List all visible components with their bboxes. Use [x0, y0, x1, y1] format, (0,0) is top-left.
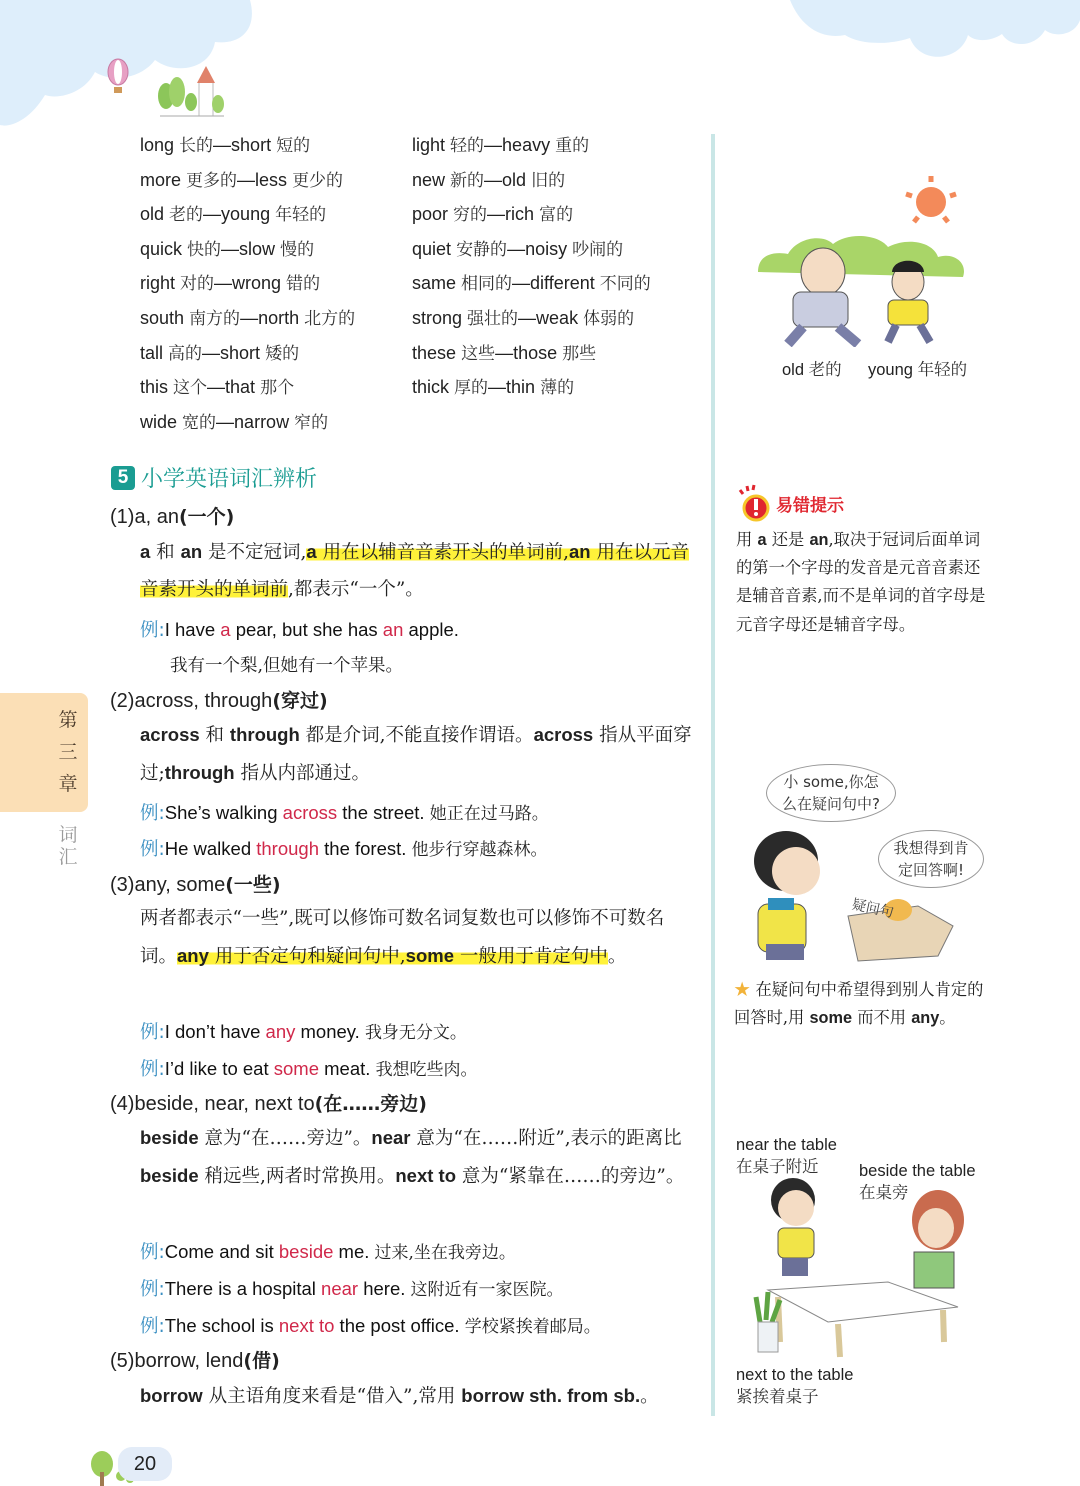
vocab-pair: quiet 安静的—noisy 吵闹的 — [412, 238, 624, 260]
vocab-pair: strong 强壮的—weak 体弱的 — [412, 307, 635, 329]
example-sentence: 例:She’s walking across the street. 她正在过马路。 — [140, 802, 549, 824]
tip-header — [734, 484, 844, 522]
example-sentence: 例:I don’t have any money. 我身无分文。 — [140, 1021, 467, 1043]
example-sentence: 例:I’d like to eat some meat. 我想吃些肉。 — [140, 1058, 478, 1080]
highlighted-text: a 用在以辅音音素开头的单词前,an 用在以元音音素开头的单词前 — [140, 541, 689, 600]
caption-next-to-table: next to the table 紧挨着桌子 — [736, 1366, 854, 1406]
vocab-pair: south 南方的—north 北方的 — [140, 307, 356, 329]
page-number: 20 — [118, 1447, 172, 1481]
warning-exclamation-icon — [734, 484, 772, 522]
item-explanation-5: borrow 从主语角度来看是“借入”,常用 borrow sth. from sb.。 — [140, 1385, 659, 1407]
example-sentence: 例:Come and sit beside me. 过来,坐在我旁边。 — [140, 1241, 516, 1263]
highlighted-text: any 用于否定句和疑问句中,some 一般用于肯定句中 — [177, 944, 608, 967]
vocab-pair: wide 宽的—narrow 窄的 — [140, 411, 329, 433]
item-explanation-1: a 和 an 是不定冠词,a 用在以辅音音素开头的单词前,an 用在以元音音素开头的单词前,都表示“一个”。 — [140, 541, 689, 600]
speech-bubble: 小 some,你怎 么在疑问句中? — [766, 764, 896, 822]
vocab-pair: thick 厚的—thin 薄的 — [412, 377, 575, 399]
box-label: 疑问句 — [850, 896, 895, 922]
item-heading-3: (3)any, some(一些) — [110, 874, 281, 896]
item-explanation-2: across 和 through 都是介词,不能直接作谓语。across 指从平面穿过;through 指从内部通过。 — [140, 724, 692, 784]
vocab-pairs-right — [412, 128, 651, 405]
speech-bubble: 我想得到肯 定回答啊! — [878, 830, 984, 888]
example-translation: 我有一个梨,但她有一个苹果。 — [170, 656, 404, 676]
section-number-badge: 5 — [111, 466, 135, 490]
castle-trees-icon — [152, 60, 232, 118]
item-explanation-3: 两者都表示“一些”,既可以修饰可数名词复数也可以修饰不可数名词。any 用于否定句和疑问句中,some 一般用于肯定句中。 — [140, 908, 665, 967]
column-divider — [711, 134, 715, 1416]
caption-young: young 年轻的 — [868, 360, 968, 379]
section-title: 小学英语词汇辨析 — [141, 467, 318, 492]
item-heading-2: (2)across, through(穿过) — [110, 690, 328, 712]
item-heading-4: (4)beside, near, next to(在……旁边) — [110, 1093, 427, 1115]
vocab-pair: long 长的—short 短的 — [140, 135, 311, 156]
chapter-subtitle: 词 — [58, 824, 78, 846]
old-young-illustration-icon — [748, 172, 998, 347]
cloud-decoration-icon — [790, 0, 1080, 62]
example-sentence: 例:The school is next to the post office. 学校紧挨着邮局。 — [140, 1315, 601, 1337]
example-sentence: 例:I have a pear, but she has an apple. — [140, 619, 459, 641]
chapter-tab[interactable]: 第 三 章 — [0, 693, 88, 812]
tip-body: 用 a 还是 an,取决于冠词后面单词的第一个字母的发音是元音音素还是辅音音素,而不是单词的首字母是元音字母还是辅音字母。 — [736, 530, 986, 634]
vocab-pair: these 这些—those 那些 — [412, 342, 597, 364]
caption-near-table: near the table 在桌子附近 — [736, 1136, 837, 1176]
vocab-pair: tall 高的—short 矮的 — [140, 342, 300, 364]
vocab-pair: right 对的—wrong 错的 — [140, 273, 321, 295]
caption-beside-table: beside the table 在桌旁 — [859, 1162, 976, 1202]
vocab-pairs-left — [140, 128, 355, 439]
item-explanation-4: beside 意为“在……旁边”。near 意为“在……附近”,表示的距离比 beside 稍远些,两者时常换用。next to 意为“紧靠在……的旁边”。 — [140, 1127, 685, 1187]
star-icon: ★ — [734, 980, 751, 999]
table-kids-illustration-icon — [748, 1172, 988, 1362]
item-heading-5: (5)borrow, lend(借) — [110, 1350, 280, 1372]
vocab-pair: poor 穷的—rich 富的 — [412, 204, 574, 226]
chapter-subtitle: 汇 — [58, 846, 78, 868]
example-sentence: 例:There is a hospital near here. 这附近有一家医院。 — [140, 1278, 564, 1300]
vocab-pair: old 老的—young 年轻的 — [140, 204, 327, 226]
example-sentence: 例:He walked through the forest. 他步行穿越森林。 — [140, 838, 548, 860]
vocab-pair: new 新的—old 旧的 — [412, 169, 566, 191]
section-header — [111, 462, 317, 493]
vocab-pair: same 相同的—different 不同的 — [412, 273, 651, 295]
note-text: ★ 在疑问句中希望得到别人肯定的回答时,用 some 而不用 any。 — [734, 980, 984, 1027]
tip-title: 易错提示 — [776, 495, 844, 516]
caption-old: old 老的 — [782, 360, 842, 379]
vocab-pair: this 这个—that 那个 — [140, 377, 295, 399]
vocab-pair: more 更多的—less 更少的 — [140, 169, 344, 191]
item-heading-1: (1)a, an(一个) — [110, 506, 235, 528]
vocab-pair: quick 快的—slow 慢的 — [140, 238, 315, 260]
hot-air-balloon-icon — [104, 58, 132, 96]
vocab-pair: light 轻的—heavy 重的 — [412, 135, 590, 156]
